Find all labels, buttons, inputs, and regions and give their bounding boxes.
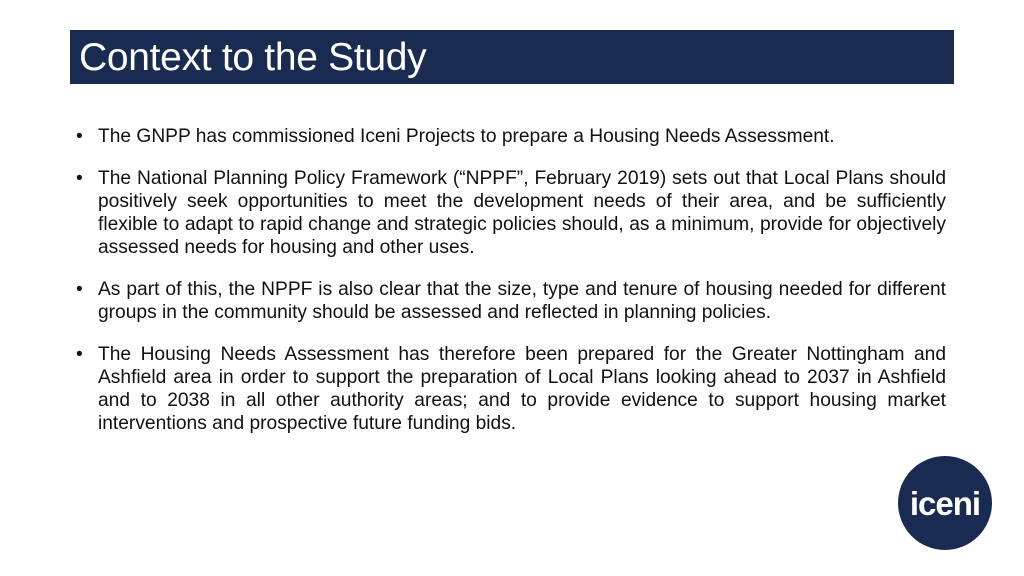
- bullet-item: • The National Planning Policy Framework (“NPPF”, February 2019) sets out that Local Plans should positively seek opportunities to meet the development needs of their area, and be sufficiently flexible to adapt to rapid change and strategic policies should, as a minimum, provide for objectively assessed needs for housing and other uses.: [75, 167, 946, 259]
- title-bar: [70, 30, 954, 84]
- logo-text: iceni: [909, 485, 981, 522]
- slide-title: Context to the Study: [79, 35, 427, 79]
- bullet-item: • The GNPP has commissioned Iceni Projects to prepare a Housing Needs Assessment.: [75, 125, 946, 148]
- bullet-item: • As part of this, the NPPF is also clear that the size, type and tenure of housing needed for different groups in the community should be assessed and reflected in planning policies.: [75, 278, 946, 324]
- iceni-logo-icon: [897, 455, 993, 551]
- bullet-list: [75, 125, 946, 454]
- bullet-item: • The Housing Needs Assessment has therefore been prepared for the Greater Nottingham and Ashfield area in order to support the preparation of Local Plans looking ahead to 2037 in Ashfield and to 2038 in all other authority areas; and to provide evidence to support housing market interventions and prospective future funding bids.: [75, 343, 946, 435]
